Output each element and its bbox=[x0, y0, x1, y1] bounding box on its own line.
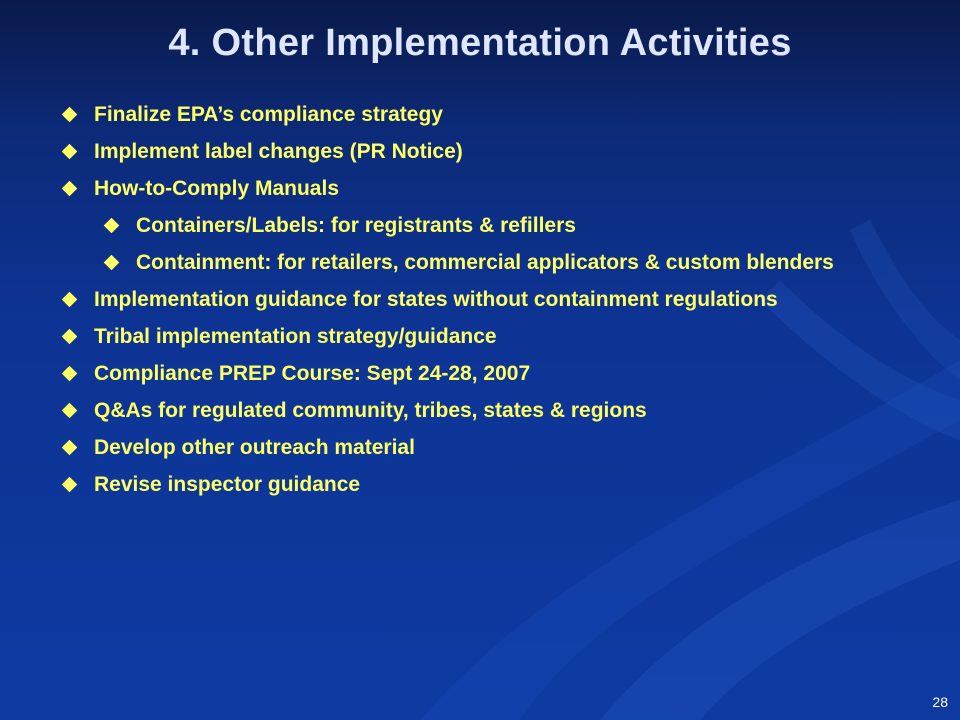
bullet-item bbox=[62, 287, 922, 313]
diamond-bullet-icon bbox=[62, 181, 78, 197]
bullet-text: Develop other outreach material bbox=[94, 436, 415, 459]
diamond-bullet-icon bbox=[62, 403, 78, 419]
page-number: 28 bbox=[932, 694, 948, 710]
bullet-item bbox=[62, 324, 922, 350]
bullet-text: Containment: for retailers, commercial applicators & custom blenders bbox=[136, 251, 834, 274]
bullet-item bbox=[62, 398, 922, 424]
bullet-text: Containers/Labels: for registrants & refillers bbox=[136, 214, 576, 237]
bullet-item bbox=[62, 102, 922, 128]
bullet-text: Tribal implementation strategy/guidance bbox=[94, 325, 497, 348]
bullet-text: Finalize EPA’s compliance strategy bbox=[94, 103, 443, 126]
bullet-item bbox=[62, 139, 922, 165]
bullet-text: Implement label changes (PR Notice) bbox=[94, 140, 463, 163]
bullet-item bbox=[62, 176, 922, 202]
diamond-bullet-icon bbox=[62, 107, 78, 123]
diamond-bullet-icon bbox=[104, 255, 120, 271]
slide-title: 4. Other Implementation Activities bbox=[168, 22, 792, 64]
bullet-text: Implementation guidance for states without containment regulations bbox=[94, 288, 778, 311]
bullet-item bbox=[62, 361, 922, 387]
bullet-text: Compliance PREP Course: Sept 24-28, 2007 bbox=[94, 362, 531, 385]
bullet-item bbox=[62, 472, 922, 498]
diamond-bullet-icon bbox=[62, 440, 78, 456]
bullet-list bbox=[62, 102, 922, 509]
bullet-text: Revise inspector guidance bbox=[94, 473, 361, 496]
bullet-item bbox=[62, 435, 922, 461]
diamond-bullet-icon bbox=[62, 144, 78, 160]
diamond-bullet-icon bbox=[104, 218, 120, 234]
sub-bullet-item bbox=[104, 213, 922, 239]
diamond-bullet-icon bbox=[62, 329, 78, 345]
diamond-bullet-icon bbox=[62, 477, 78, 493]
bullet-text: How-to-Comply Manuals bbox=[94, 177, 339, 200]
bullet-text: Q&As for regulated community, tribes, states & regions bbox=[94, 399, 647, 422]
sub-bullet-item bbox=[104, 250, 922, 276]
diamond-bullet-icon bbox=[62, 366, 78, 382]
diamond-bullet-icon bbox=[62, 292, 78, 308]
